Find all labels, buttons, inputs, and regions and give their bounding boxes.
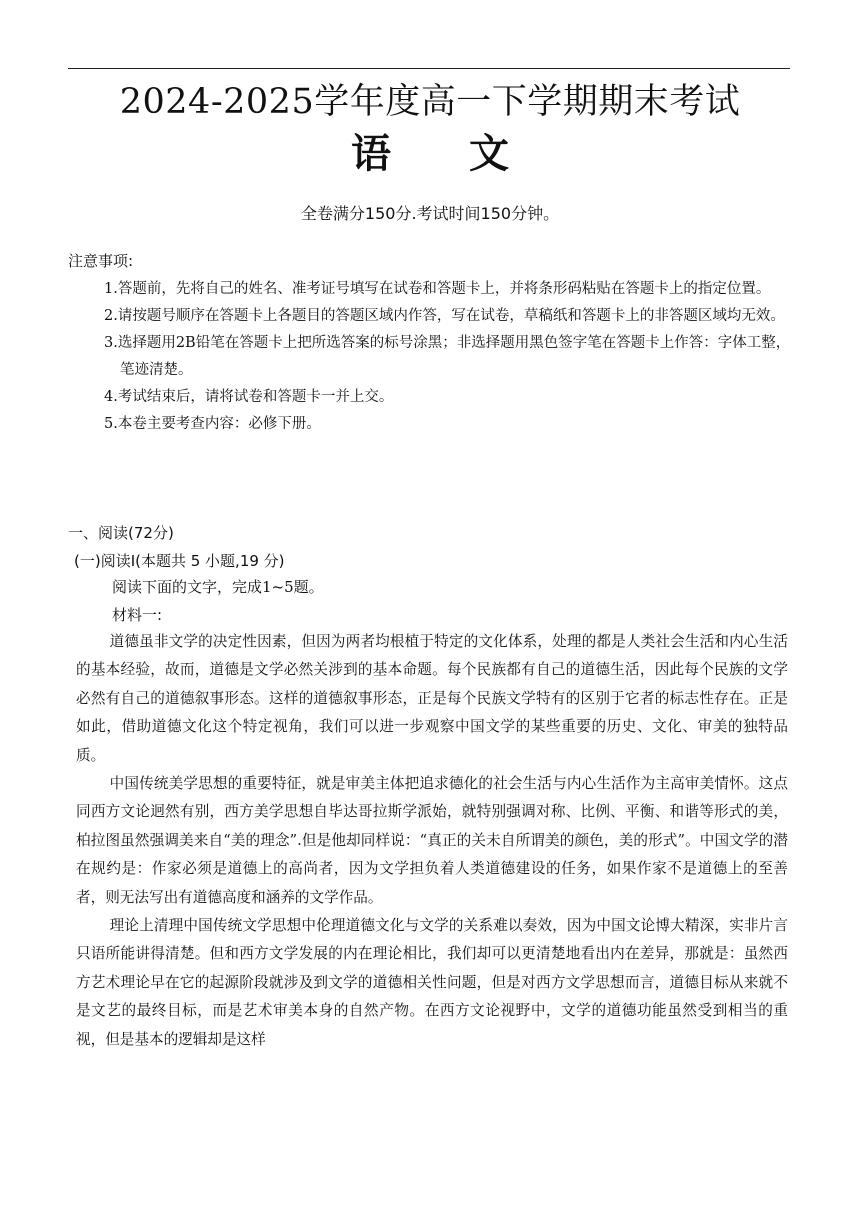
subsection-heading: (一)阅读Ⅰ(本题共 5 小题,19 分) <box>74 552 285 570</box>
note-item: 5.本卷主要考查内容：必修下册。 <box>104 416 321 432</box>
exam-meta: 全卷满分150分.考试时间150分钟。 <box>300 204 560 223</box>
notes-heading: 注意事项: <box>68 252 134 270</box>
reading-instruction: 阅读下面的文字，完成1~5题。 <box>112 578 324 596</box>
notes-list <box>104 276 794 438</box>
note-item: 2.请按题号顺序在答题卡上各题目的答题区域内作答，写在试卷，草稿纸和答题卡上的非答题区域均无效。 <box>104 308 785 324</box>
passage-paragraph: 理论上清理中国传统文学思想中伦理道德文化与文学的关系难以奏效，因为中国文论博大精深，实非片言只语所能讲得清楚。但和西方文学发展的内在理论相比，我们却可以更清楚地看出内在差异，那就是：虽然西方艺术理论早在它的起源阶段就涉及到文学的道德相关性问题，但是对西方文学思想而言，道德目标从来就不是文艺的最终目标，而是艺术审美本身的自然产物。在西方文论视野中，文学的道德功能虽然受到相当的重视，但是基本的逻辑却是这样 <box>76 917 788 1048</box>
note-item: 1.答题前，先将自己的姓名、准考证号填写在试卷和答题卡上，并将条形码粘贴在答题卡上的指定位置。 <box>104 281 771 297</box>
subject-title <box>0 128 860 180</box>
passage-paragraph: 道德虽非文学的决定性因素，但因为两者均根植于特定的文化体系，处理的都是人类社会生活和内心生活的基本经验，故而，道德是文学必然关涉到的基本命题。每个民族都有自己的道德生活，因此每个民族的文学必然有自己的道德叙事形态。这样的道德叙事形态，正是每个民族文学特有的区别于它者的标志性存在。正是如此，借助道德文化这个特定视角，我们可以进一步观察中国文学的某些重要的历史、文化、审美的独特品质。 <box>76 633 788 764</box>
section-heading: 一、阅读(72分) <box>68 524 174 542</box>
top-rule <box>68 68 790 69</box>
subject-char-2: 文 <box>469 131 509 177</box>
note-item: 4.考试结束后，请将试卷和答题卡一并上交。 <box>104 389 394 405</box>
reading-passage <box>76 628 788 1054</box>
exam-title: 2024-2025学年度高一下学期期末考试 <box>119 82 741 122</box>
subject-char-1: 语 <box>351 131 391 177</box>
passage-paragraph: 中国传统美学思想的重要特征，就是审美主体把追求德化的社会生活与内心生活作为主高审美情怀。这点同西方文论迥然有别，西方美学思想自毕达哥拉斯学派始，就特别强调对称、比例、平衡、和谐等形式的美，柏拉图虽然强调美来自“美的理念”.但是他却同样说：“真正的关未自所谓美的颜色，美的形式”。中国文学的潜在规约是：作家必须是道德上的高尚者，因为文学担负着人类道德建设的任务，如果作家不是道德上的至善者，则无法写出有道德高度和涵养的文学作品。 <box>76 775 788 906</box>
note-item: 3.选择题用2B铅笔在答题卡上把所选答案的标号涂黑；非选择题用黑色签字笔在答题卡上作答：字体工整，笔迹清楚。 <box>104 335 791 378</box>
material-label: 材料一: <box>112 606 163 624</box>
